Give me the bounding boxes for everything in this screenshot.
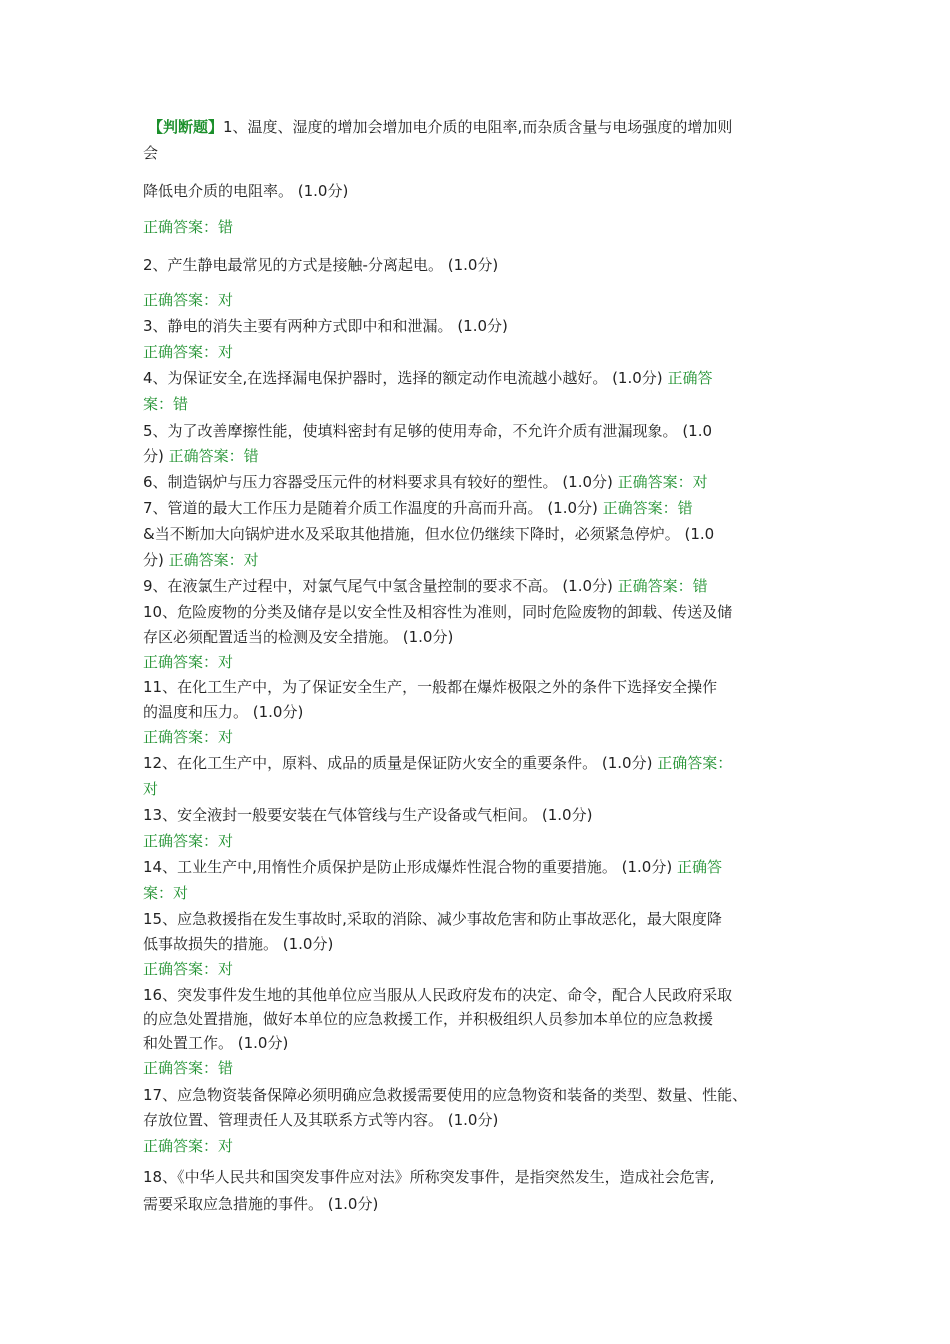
question-line: 会 <box>143 144 159 162</box>
question-line: 分) 正确答案：对 <box>143 551 259 569</box>
correct-answer: 正确答案：对 <box>143 653 234 671</box>
correct-answer: 正确答案：错 <box>168 447 259 465</box>
correct-answer: 正确答案：对 <box>143 960 234 978</box>
question-line: 【判断题】1、温度、湿度的增加会增加电介质的电阻率,而杂质含量与电场强度的增加则 <box>148 118 733 136</box>
correct-answer: 案：对 <box>143 884 189 902</box>
question-line: 的应急处置措施，做好本单位的应急救援工作，并积极组织人员参加本单位的应急救援 <box>143 1010 714 1028</box>
question-line: 降低电介质的电阻率。 (1.0分) <box>143 182 349 200</box>
correct-answer: 正确答案：对 <box>143 728 234 746</box>
question-line: 需要采取应急措施的事件。 (1.0分) <box>143 1195 379 1213</box>
question-type-tag: 【判断题】 <box>148 118 224 136</box>
question-line: 18、《中华人民共和国突发事件应对法》所称突发事件，是指突然发生，造成社会危害, <box>143 1168 715 1186</box>
correct-answer: 正确答案：对 <box>617 473 708 491</box>
question-line: 12、在化工生产中，原料、成品的质量是保证防火安全的重要条件。 (1.0分) 正确答案： <box>143 754 733 772</box>
correct-answer: 正确答 <box>676 858 722 876</box>
question-line: 的温度和压力。 (1.0分) <box>143 703 304 721</box>
question-line: 13、安全液封一般要安装在气体管线与生产设备或气柜间。 (1.0分) <box>143 806 593 824</box>
correct-answer: 正确答案：对 <box>143 343 234 361</box>
question-line: 17、应急物资装备保障必须明确应急救援需要使用的应急物资和装备的类型、数量、性能、 <box>143 1086 748 1104</box>
correct-answer: 正确答案：对 <box>143 832 234 850</box>
question-line: 存放位置、管理责任人及其联系方式等内容。 (1.0分) <box>143 1111 499 1129</box>
question-line: 16、突发事件发生地的其他单位应当服从人民政府发布的决定、命令，配合人民政府采取 <box>143 986 733 1004</box>
question-line: 3、静电的消失主要有两种方式即中和和泄漏。 (1.0分) <box>143 317 508 335</box>
correct-answer: 对 <box>143 780 159 798</box>
question-line: 10、危险废物的分类及储存是以安全性及相容性为准则，同时危险废物的卸载、传送及储 <box>143 603 733 621</box>
correct-answer: 正确答案：错 <box>143 218 234 236</box>
question-line: 6、制造锅炉与压力容器受压元件的材料要求具有较好的塑性。 (1.0分) 正确答案：对 <box>143 473 708 491</box>
correct-answer: 正确答案：对 <box>143 1137 234 1155</box>
correct-answer: 正确答案： <box>657 754 733 772</box>
question-line: 15、应急救援指在发生事故时,采取的消除、减少事故危害和防止事故恶化，最大限度降 <box>143 910 722 928</box>
correct-answer: 正确答案：错 <box>143 1059 234 1077</box>
question-line: 9、在液氯生产过程中，对氯气尾气中氢含量控制的要求不高。 (1.0分) 正确答案：错 <box>143 577 708 595</box>
question-line: 存区必须配置适当的检测及安全措施。 (1.0分) <box>143 628 454 646</box>
question-line: 4、为保证安全,在选择漏电保护器时，选择的额定动作电流越小越好。 (1.0分) 正确答 <box>143 369 713 387</box>
question-line: 11、在化工生产中，为了保证安全生产，一般都在爆炸极限之外的条件下选择安全操作 <box>143 678 718 696</box>
question-line: 14、工业生产中,用惰性介质保护是防止形成爆炸性混合物的重要措施。 (1.0分) 正确答 <box>143 858 722 876</box>
question-line: &当不断加大向锅炉进水及采取其他措施，但水位仍继续下降时，必须紧急停炉。 (1.0 <box>143 525 715 543</box>
correct-answer: 正确答案：对 <box>143 291 234 309</box>
correct-answer: 正确答案：对 <box>168 551 259 569</box>
question-line: 7、管道的最大工作压力是随着介质工作温度的升高而升高。 (1.0分) 正确答案：错 <box>143 499 693 517</box>
question-line: 和处置工作。 (1.0分) <box>143 1034 289 1052</box>
correct-answer: 正确答案：错 <box>602 499 693 517</box>
question-line: 低事故损失的措施。 (1.0分) <box>143 935 334 953</box>
question-line: 5、为了改善摩擦性能，使填料密封有足够的使用寿命，不允许介质有泄漏现象。 (1.0 <box>143 422 713 440</box>
correct-answer: 正确答案：错 <box>617 577 708 595</box>
correct-answer: 案：错 <box>143 395 189 413</box>
question-line: 2、产生静电最常见的方式是接触-分离起电。 (1.0分) <box>143 256 499 274</box>
correct-answer: 正确答 <box>667 369 713 387</box>
question-line: 分) 正确答案：错 <box>143 447 259 465</box>
